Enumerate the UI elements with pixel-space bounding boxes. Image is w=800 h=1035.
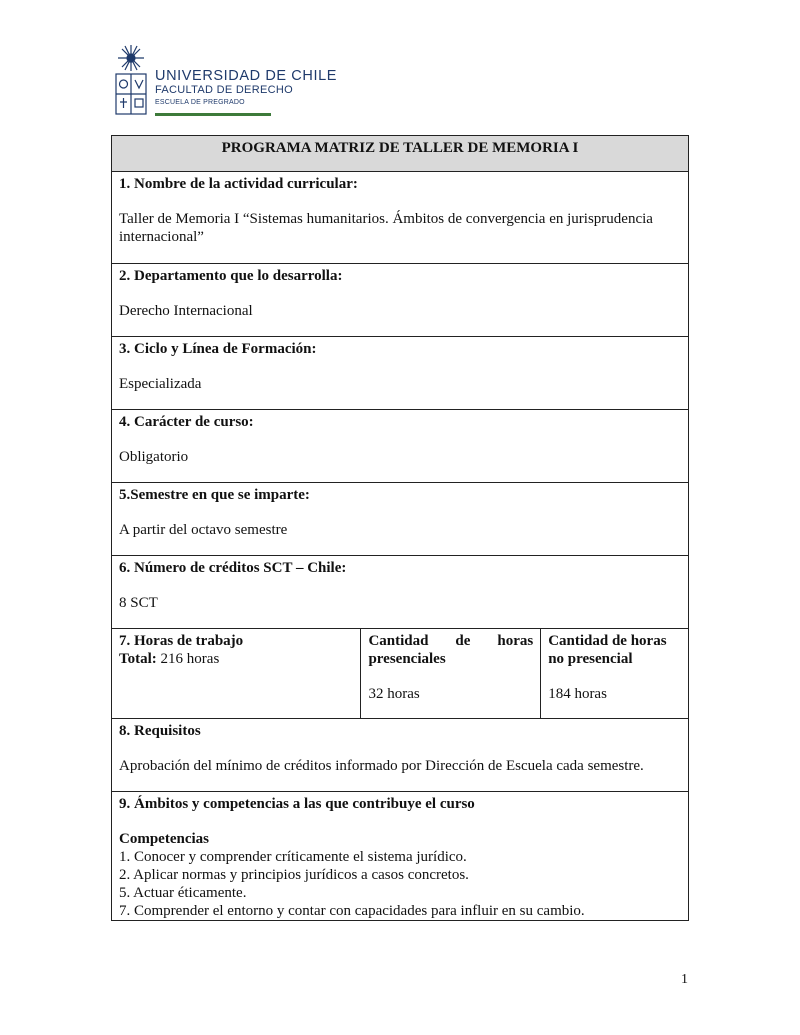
competencias-heading: Competencias <box>119 831 209 847</box>
hours-total-label: Total: <box>119 651 157 667</box>
section-text: A partir del octavo semestre <box>119 522 288 538</box>
hours-total-value: 216 horas <box>160 651 220 667</box>
faculty-name: FACULTAD DE DERECHO <box>155 84 293 96</box>
section-row-3 <box>112 337 689 410</box>
university-name: UNIVERSIDAD DE CHILE <box>155 68 338 84</box>
section-heading: 4. Carácter de curso: <box>119 414 254 430</box>
section-text: Taller de Memoria I “Sistemas humanitarios. Ámbitos de convergencia en jurisprudencia internacional” <box>119 211 653 245</box>
page-number: 1 <box>681 972 688 987</box>
no-presencial-value: 184 horas <box>548 686 607 702</box>
section-heading: 6. Número de créditos SCT – Chile: <box>119 560 347 576</box>
presencial-label: Cantidad de horas <box>368 633 534 649</box>
section-text: Obligatorio <box>119 449 189 465</box>
section-row-4 <box>112 410 689 483</box>
university-crest-icon <box>113 44 149 116</box>
competencia-item: 7. Comprender el entorno y contar con capacidades para influir en su cambio. <box>119 903 585 919</box>
hours-row <box>112 629 689 719</box>
section-row-5 <box>112 483 689 556</box>
ambitos-row <box>112 792 689 921</box>
section-row-2 <box>112 264 689 337</box>
competencia-item: 2. Aplicar normas y principios jurídicos a casos concretos. <box>119 867 469 883</box>
section-heading: 1. Nombre de la actividad curricular: <box>119 176 358 192</box>
section-text: Especializada <box>119 376 202 392</box>
program-table <box>111 135 689 921</box>
requisitos-heading: 8. Requisitos <box>119 723 201 739</box>
section-heading: 5.Semestre en que se imparte: <box>119 487 310 503</box>
section-heading: 2. Departamento que lo desarrolla: <box>119 268 343 284</box>
competencia-item: 1. Conocer y comprender críticamente el sistema jurídico. <box>119 849 467 865</box>
hours-heading: 7. Horas de trabajo <box>119 633 244 649</box>
competencia-item: 5. Actuar éticamente. <box>119 885 247 901</box>
presencial-value: 32 horas <box>368 686 420 702</box>
requisitos-text: Aprobación del mínimo de créditos informado por Dirección de Escuela cada semestre. <box>119 758 644 774</box>
section-row-1 <box>112 172 689 264</box>
document-title: PROGRAMA MATRIZ DE TALLER DE MEMORIA I <box>112 136 689 172</box>
ambitos-heading: 9. Ámbitos y competencias a las que contribuye el curso <box>119 796 475 812</box>
presencial-label-2: presenciales <box>368 651 446 667</box>
no-presencial-label: Cantidad de horas <box>548 633 667 649</box>
section-text: 8 SCT <box>119 595 158 611</box>
section-heading: 3. Ciclo y Línea de Formación: <box>119 341 317 357</box>
logo-underline <box>155 113 271 116</box>
section-text: Derecho Internacional <box>119 303 253 319</box>
section-row-6 <box>112 556 689 629</box>
requisitos-row <box>112 719 689 792</box>
no-presencial-label-2: no presencial <box>548 651 633 667</box>
title-row <box>112 136 689 172</box>
university-logo <box>113 44 338 120</box>
school-name: ESCUELA DE PREGRADO <box>155 99 245 106</box>
